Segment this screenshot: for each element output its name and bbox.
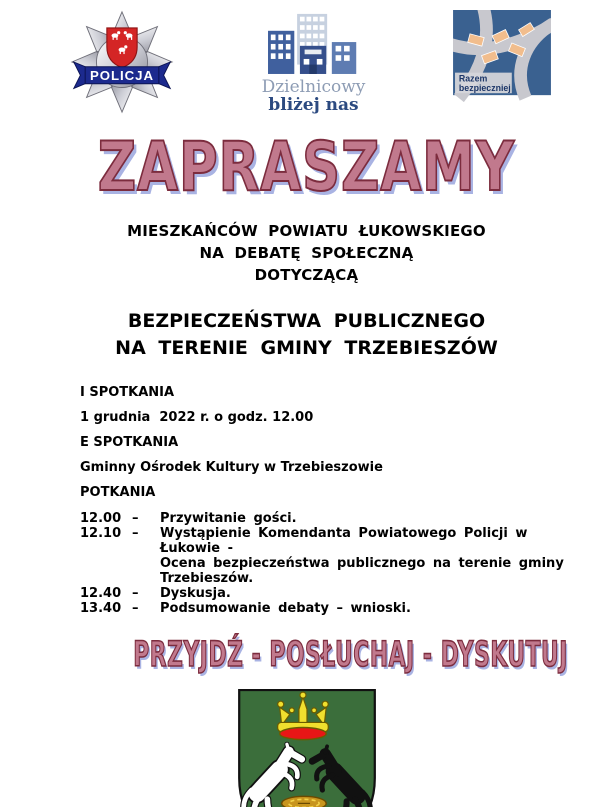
agenda-dash: – [132,526,139,541]
agenda [80,511,613,616]
meeting-details [80,386,613,500]
dzielnicowy-logo [244,12,384,115]
police-banner-label: POLICJA [90,67,154,83]
agenda-text [160,526,613,586]
dzielnicowy-label-line2: bliżej nas [268,95,359,115]
intro-line: MIESZKAŃCÓW POWIATU ŁUKOWSKIEGO [127,222,486,240]
agenda-row [80,601,613,616]
intro-block [0,220,613,286]
agenda-dash: – [132,586,139,601]
main-title [0,308,613,362]
razem-label-line1: Razem [458,73,488,84]
agenda-row [80,586,613,601]
agenda-time: 12.40 [80,586,122,601]
title-line: NA TERENIE GMINY TRZEBIESZÓW [115,337,498,359]
detail-line: Gminny Ośrodek Kultury w Trzebieszowie [80,460,383,475]
razem-label-line2: bezpieczniej [458,83,511,94]
agenda-row [80,526,613,586]
logo-row [0,0,613,120]
intro-line: DOTYCZĄCĄ [254,266,359,284]
agenda-text-line2: Ocena bezpieczeństwa publicznego na terenie gminy Trzebieszów. [160,556,564,586]
slogan: PRZYJDŹ - POSŁUCHAJ - DYSKUTUJ [133,635,568,675]
agenda-time: 12.00 [80,511,122,526]
buildings-icon [253,12,375,74]
detail-line: POTKANIA [80,485,156,500]
intro-line: NA DEBATĘ SPOŁECZNĄ [199,244,414,262]
agenda-row [80,511,613,526]
agenda-text: Dyskusja. [160,586,231,601]
detail-line: E SPOTKANIA [80,435,179,450]
dzielnicowy-label-line1: Dzielnicowy [261,77,366,97]
detail-line: I SPOTKANIA [80,385,175,400]
police-star-icon [70,10,174,114]
police-logo [70,10,174,118]
trzebieszow-crest-icon [231,685,383,807]
coat-of-arms [0,685,613,807]
detail-line: 1 grudnia 2022 r. o godz. 12.00 [80,410,314,425]
agenda-time: 12.10 [80,526,122,541]
agenda-dash: – [132,601,139,616]
agenda-text: Przywitanie gości. [160,511,297,526]
agenda-time: 13.40 [80,601,122,616]
razem-bezpieczniej-logo [453,10,551,106]
crossing-roads-icon [453,10,551,102]
title-line: BEZPIECZEŃSTWA PUBLICZNEGO [127,310,486,332]
agenda-text: Podsumowanie debaty – wnioski. [160,601,411,616]
agenda-text-line1: Wystąpienie Komendanta Powiatowego Policji w Łukowie - [160,526,528,556]
agenda-dash: – [132,511,139,526]
headline-zapraszamy: ZAPRASZAMY [98,128,515,207]
